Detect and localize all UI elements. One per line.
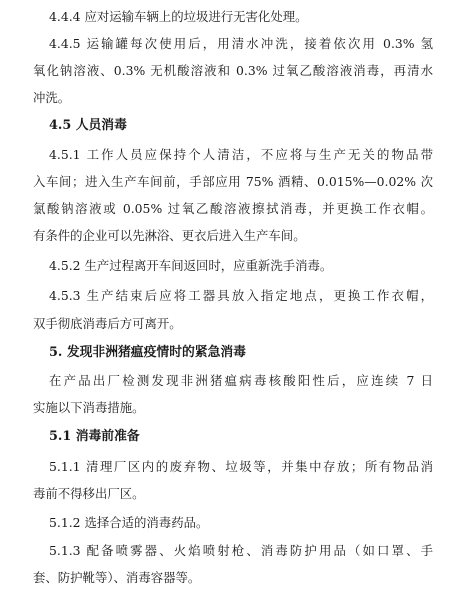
- section-heading-5: 5. 发现非洲猪瘟疫情时的紧急消毒: [49, 345, 246, 360]
- clause-4-5-3-line-1: 4.5.3 生产结束后应将工器具放入指定地点，更换工作衣帽，: [49, 288, 433, 303]
- clause-5-1-1-line-1: 5.1.1 清理厂区内的废弃物、垃圾等，并集中存放；所有物品消: [49, 459, 433, 474]
- section-5-intro-line-1: 在产品出厂检测发现非洲猪瘟病毒核酸阳性后，应连续 7 日: [49, 373, 433, 388]
- section-5-intro-line-2: 实施以下消毒措施。: [33, 400, 145, 415]
- clause-4-5-2: 4.5.2 生产过程离开车间返回时，应重新洗手消毒。: [49, 258, 333, 273]
- clause-5-1-2: 5.1.2 选择合适的消毒药品。: [49, 515, 209, 530]
- clause-4-5-3-line-2: 双手彻底消毒后方可离开。: [33, 316, 182, 331]
- clause-5-1-1-line-2: 毒前不得移出厂区。: [33, 486, 145, 501]
- clause-4-4-5-line-2: 氧化钠溶液、0.3% 无机酸溶液和 0.3% 过氧乙酸溶液消毒，再清水: [33, 63, 433, 78]
- clause-4-4-5-line-3: 冲洗。: [33, 90, 71, 105]
- section-heading-4-5: 4.5 人员消毒: [49, 118, 127, 133]
- clause-4-5-1-line-3: 氯酸钠溶液或 0.05% 过氧乙酸溶液擦拭消毒，并更换工作衣帽。: [33, 201, 433, 216]
- clause-4-5-1-line-1: 4.5.1 工作人员应保持个人清洁，不应将与生产无关的物品带: [49, 147, 433, 162]
- section-heading-5-1: 5.1 消毒前准备: [49, 429, 140, 444]
- clause-5-1-3-line-1: 5.1.3 配备喷雾器、火焰喷射枪、消毒防护用品（如口罩、手: [49, 543, 433, 558]
- clause-4-4-5-line-1: 4.4.5 运输罐每次使用后，用清水冲洗，接着依次用 0.3% 氢: [49, 36, 433, 51]
- clause-4-5-1-line-4: 有条件的企业可以先淋浴、更衣后进入生产车间。: [33, 228, 306, 243]
- clause-5-1-3-line-2: 套、防护靴等）、消毒容器等。: [33, 570, 201, 585]
- clause-4-5-1-line-2: 入车间；进入生产车间前，手部应用 75% 酒精、0.015%—0.02% 次: [33, 174, 433, 189]
- clause-4-4-4: 4.4.4 应对运输车辆上的垃圾进行无害化处理。: [49, 9, 308, 24]
